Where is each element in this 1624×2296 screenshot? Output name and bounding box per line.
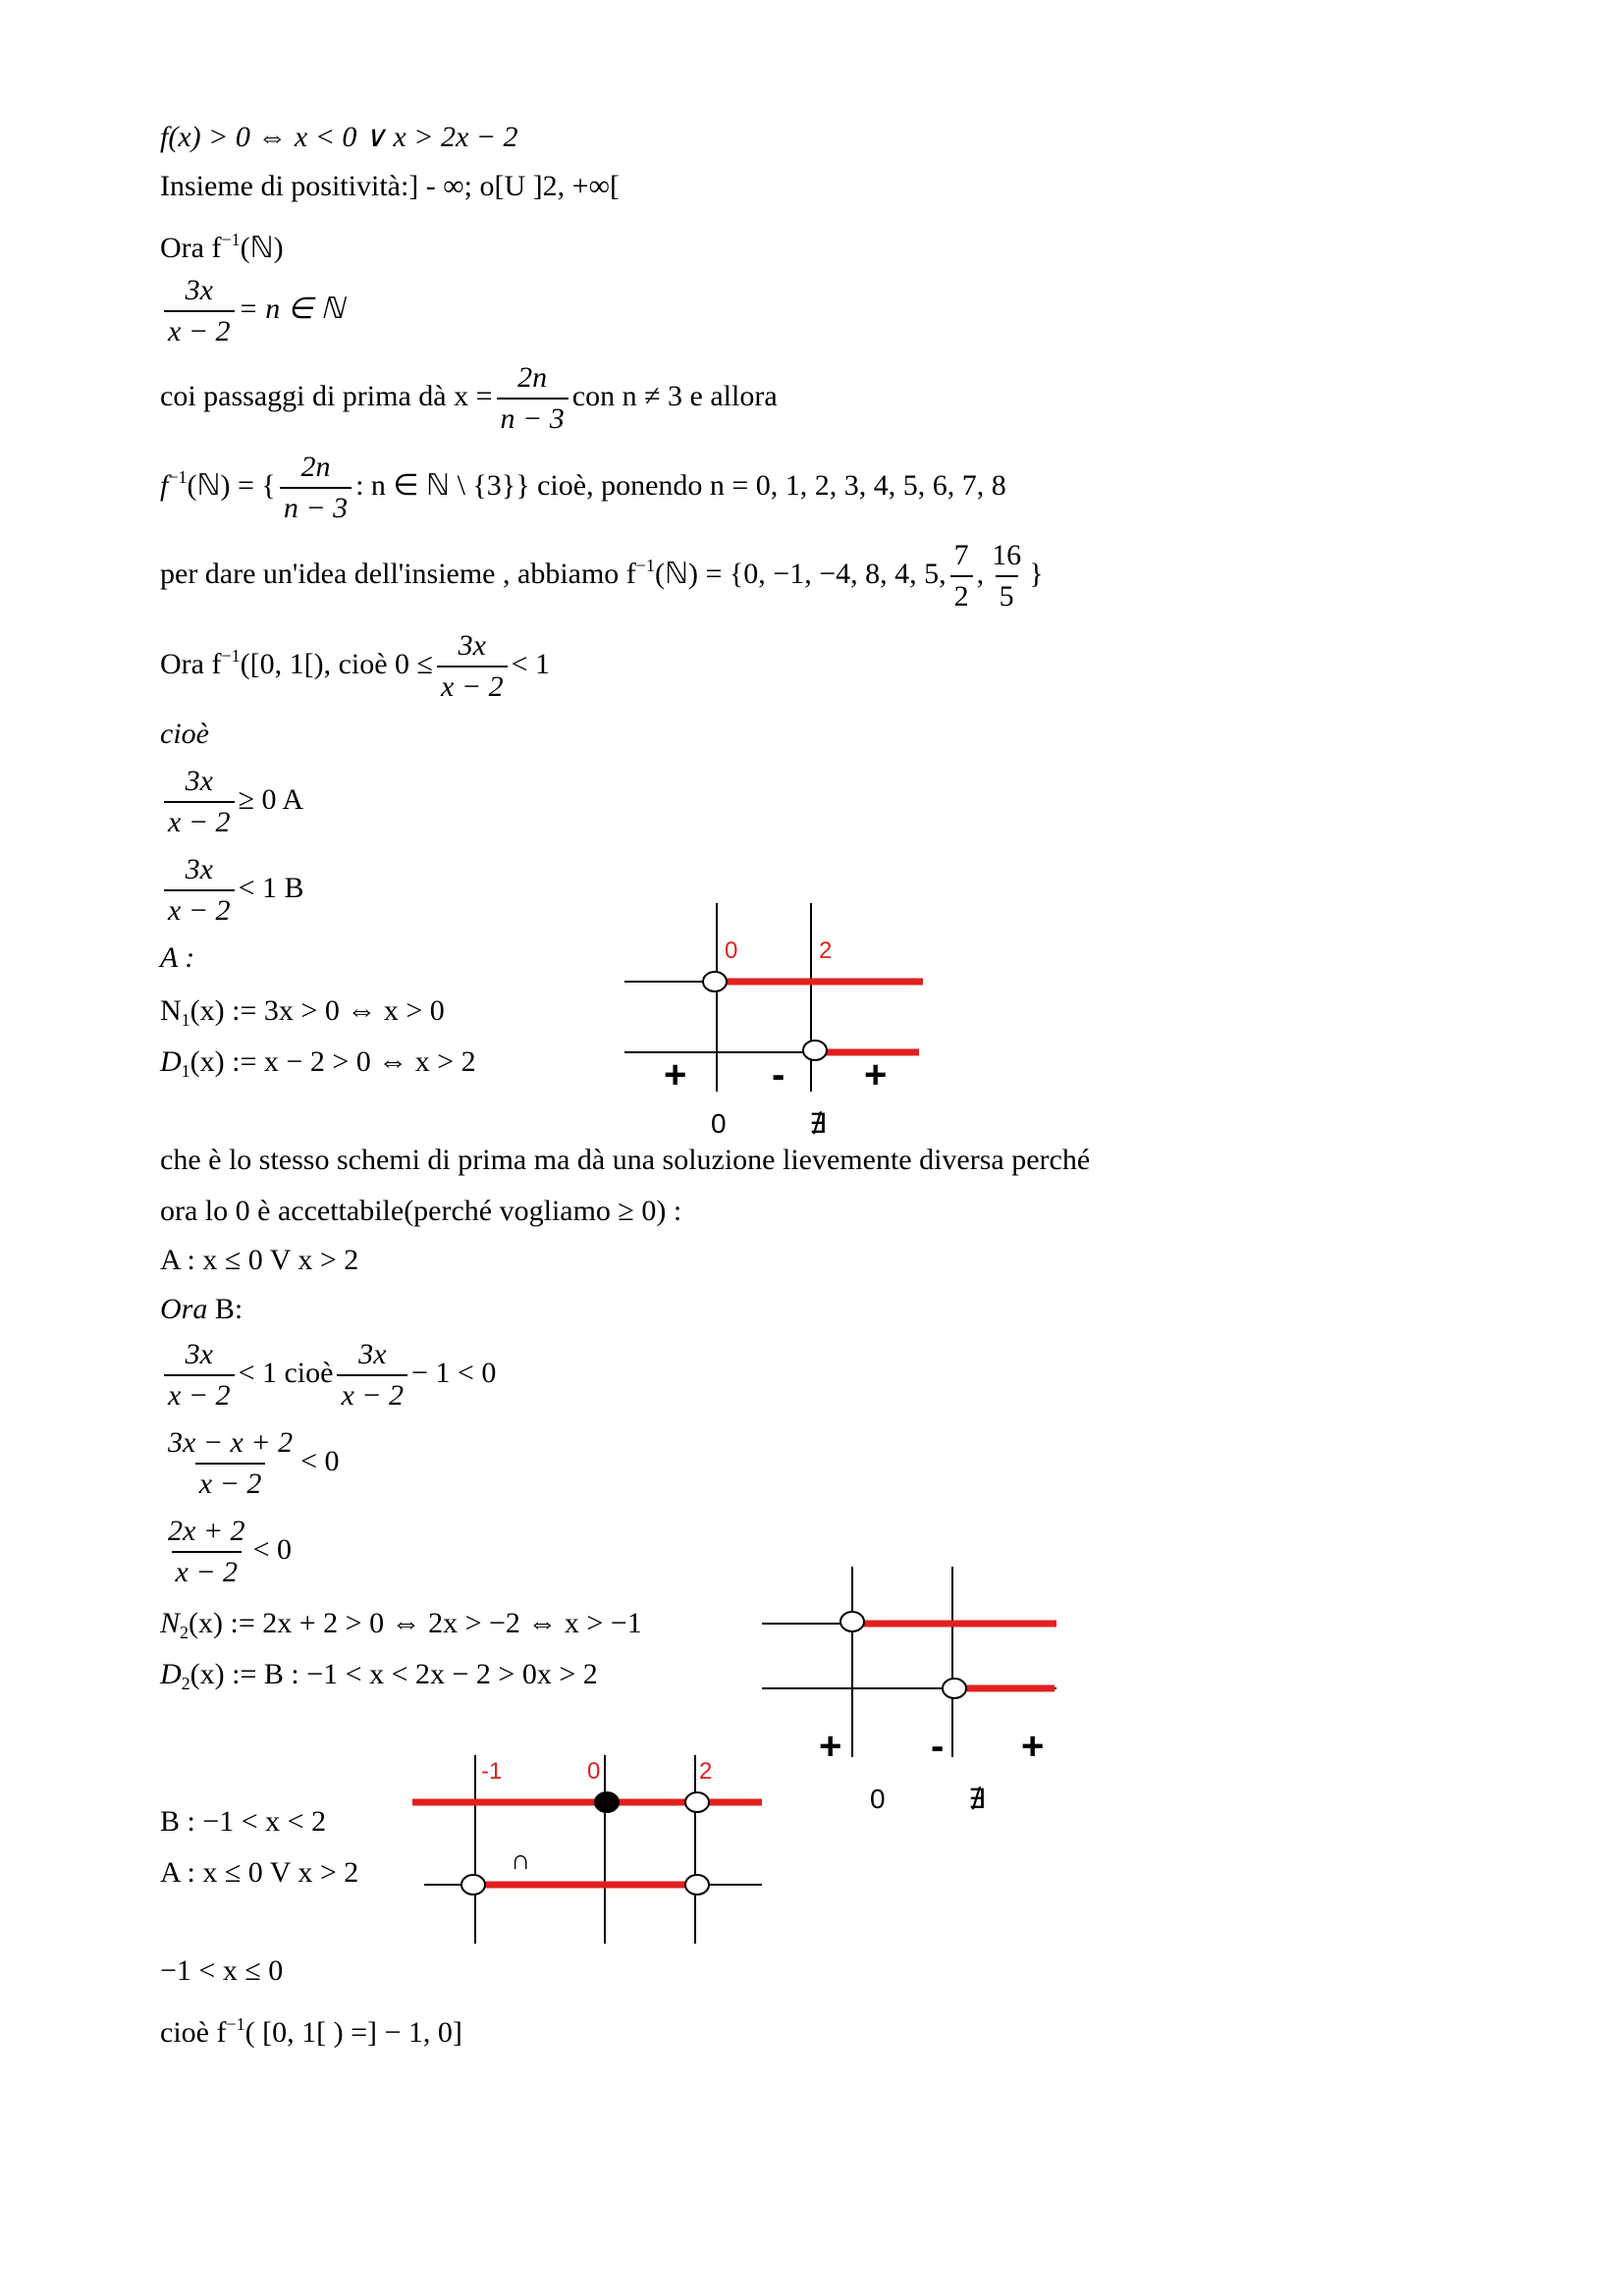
numerator: 3x − x + 2 (168, 1426, 294, 1459)
label-zero-red: 0 (725, 937, 738, 964)
text: < 0 (300, 1444, 340, 1477)
text: (x) := 3x > 0 ⇔ x > 0 (189, 994, 445, 1027)
text: (ℕ) = {0, −1, −4, 8, 4, 5, (654, 557, 947, 590)
text: < 1 B (238, 871, 304, 904)
text: Ora f (160, 232, 222, 264)
sign-plus-left: + (819, 1725, 842, 1768)
numerator: 16 (992, 539, 1022, 571)
denominator: n − 3 (497, 398, 568, 437)
numerator: 3x (185, 853, 213, 885)
label-not-exists: ∄ (809, 1108, 827, 1139)
line-positivity-set: Insieme di positività:] - ∞; o[U ]2, +∞[ (160, 170, 620, 202)
numerator: 2n (517, 361, 548, 394)
line-cioe: cioè (160, 718, 209, 750)
text: (x) := 2x + 2 > 0 ⇔ 2x > −2 ⇔ x > −1 (189, 1607, 642, 1639)
open-point-two-A (685, 1875, 709, 1895)
text: < 1 (511, 647, 551, 680)
superscript: −1 (168, 466, 188, 487)
denominator: x − 2 (164, 1374, 235, 1414)
superscript: −1 (226, 2014, 245, 2034)
numerator: 7 (953, 539, 969, 571)
numerator: 3x (185, 765, 213, 797)
sign-minus-mid: - (772, 1053, 785, 1096)
text: < 1 cioè (238, 1356, 334, 1389)
line-final-interval: −1 < x ≤ 0 (160, 1954, 284, 1987)
numerator: 2x + 2 (168, 1515, 245, 1547)
numerator: 3x (358, 1338, 387, 1370)
open-point-two-B (685, 1792, 709, 1812)
line-A-solution-2: A : x ≤ 0 V x > 2 (160, 1856, 359, 1889)
closed-point-zero (595, 1792, 619, 1812)
sign-diagram-B (762, 1567, 1056, 1814)
open-point-left (840, 1612, 864, 1631)
subscript: 1 (181, 1010, 190, 1030)
text: per dare un'idea dell'insieme , abbiamo f (160, 557, 636, 590)
text: − 1 < 0 (411, 1356, 497, 1389)
label-zero-bottom: 0 (711, 1108, 727, 1139)
label-two: 2 (699, 1758, 713, 1785)
line-positivity-condition: f(x) > 0 ⇔ x < 0 ∨ x > 2x − 2 (160, 121, 518, 153)
denominator: x − 2 (172, 1551, 243, 1590)
text: N (160, 1607, 181, 1639)
line-B-solution: B : −1 < x < 2 (160, 1805, 327, 1838)
text: Ora f (160, 647, 222, 680)
text: f (160, 468, 169, 502)
subscript: 1 (181, 1061, 190, 1081)
sign-diagram-A (624, 903, 923, 1139)
text: (x) := x − 2 > 0 ⇔ x > 2 (189, 1045, 476, 1078)
label-minus-one: -1 (481, 1758, 503, 1785)
denominator: x − 2 (164, 889, 235, 929)
label-two-red: 2 (819, 937, 833, 964)
denominator: 5 (996, 575, 1018, 614)
text: Ora (160, 1293, 208, 1325)
text: coi passaggi di prima dà x = (160, 379, 493, 412)
text: ( [0, 1[ ) =] − 1, 0] (244, 2016, 462, 2049)
text: ≥ 0 A (238, 782, 304, 816)
text: < 0 (252, 1532, 292, 1566)
text: ([0, 1[), cioè 0 ≤ (240, 647, 434, 680)
denominator: x − 2 (337, 1374, 407, 1414)
intersection-symbol: ∩ (511, 1844, 531, 1875)
line-comment-1: che è lo stesso schemi di prima ma dà una soluzione lievemente diversa perché (160, 1144, 1091, 1176)
open-point-zero (703, 972, 727, 991)
denominator: 2 (950, 575, 973, 614)
text: B: (207, 1293, 244, 1325)
sign-plus-left: + (664, 1053, 687, 1096)
numerator: 3x (185, 274, 213, 306)
denominator: x − 2 (437, 666, 508, 705)
sign-plus-right: + (864, 1053, 888, 1096)
intersection-diagram (412, 1755, 762, 1944)
subscript: 2 (181, 1674, 190, 1693)
label-zero: 0 (587, 1758, 601, 1785)
superscript: −1 (221, 645, 241, 666)
text: } (1029, 557, 1044, 590)
text: D (160, 1045, 182, 1078)
numerator: 2n (300, 451, 331, 483)
open-point-m1-A (461, 1875, 485, 1895)
text: (x) := B : −1 < x < 2x − 2 > 0x > 2 (189, 1658, 598, 1690)
line-comment-2: ora lo 0 è accettabile(perché vogliamo ≥ 0) : (160, 1195, 682, 1227)
label-zero-bottom: 0 (870, 1784, 886, 1814)
denominator: x − 2 (195, 1463, 266, 1502)
superscript: −1 (635, 555, 655, 575)
text: N (160, 994, 182, 1027)
open-point-two (803, 1041, 827, 1060)
numerator: 3x (458, 629, 486, 662)
denominator: x − 2 (164, 310, 235, 349)
text: con n ≠ 3 e allora (571, 379, 778, 412)
open-point-right (943, 1679, 966, 1698)
label-not-exists: ∄ (968, 1784, 986, 1814)
denominator: n − 3 (280, 487, 352, 526)
text: (ℕ) = { (187, 468, 276, 502)
line-A-solution: A : x ≤ 0 V x > 2 (160, 1244, 359, 1276)
text: : n ∈ ℕ \ {3}} cioè, ponendo n = 0, 1, 2, 3, 4, 5, 6, 7, 8 (355, 468, 1006, 502)
sign-plus-right: + (1021, 1725, 1045, 1768)
sign-minus-mid: - (931, 1725, 945, 1768)
denominator: x − 2 (164, 801, 235, 840)
numerator: 3x (185, 1338, 213, 1370)
line-A-label: A : (160, 941, 195, 974)
text: cioè f (160, 2016, 227, 2049)
text: , (976, 557, 985, 590)
text: D (160, 1658, 182, 1690)
subscript: 2 (180, 1623, 189, 1642)
superscript: −1 (221, 230, 241, 249)
text: = n ∈ ℕ (238, 292, 345, 325)
text: (ℕ) (240, 232, 284, 264)
